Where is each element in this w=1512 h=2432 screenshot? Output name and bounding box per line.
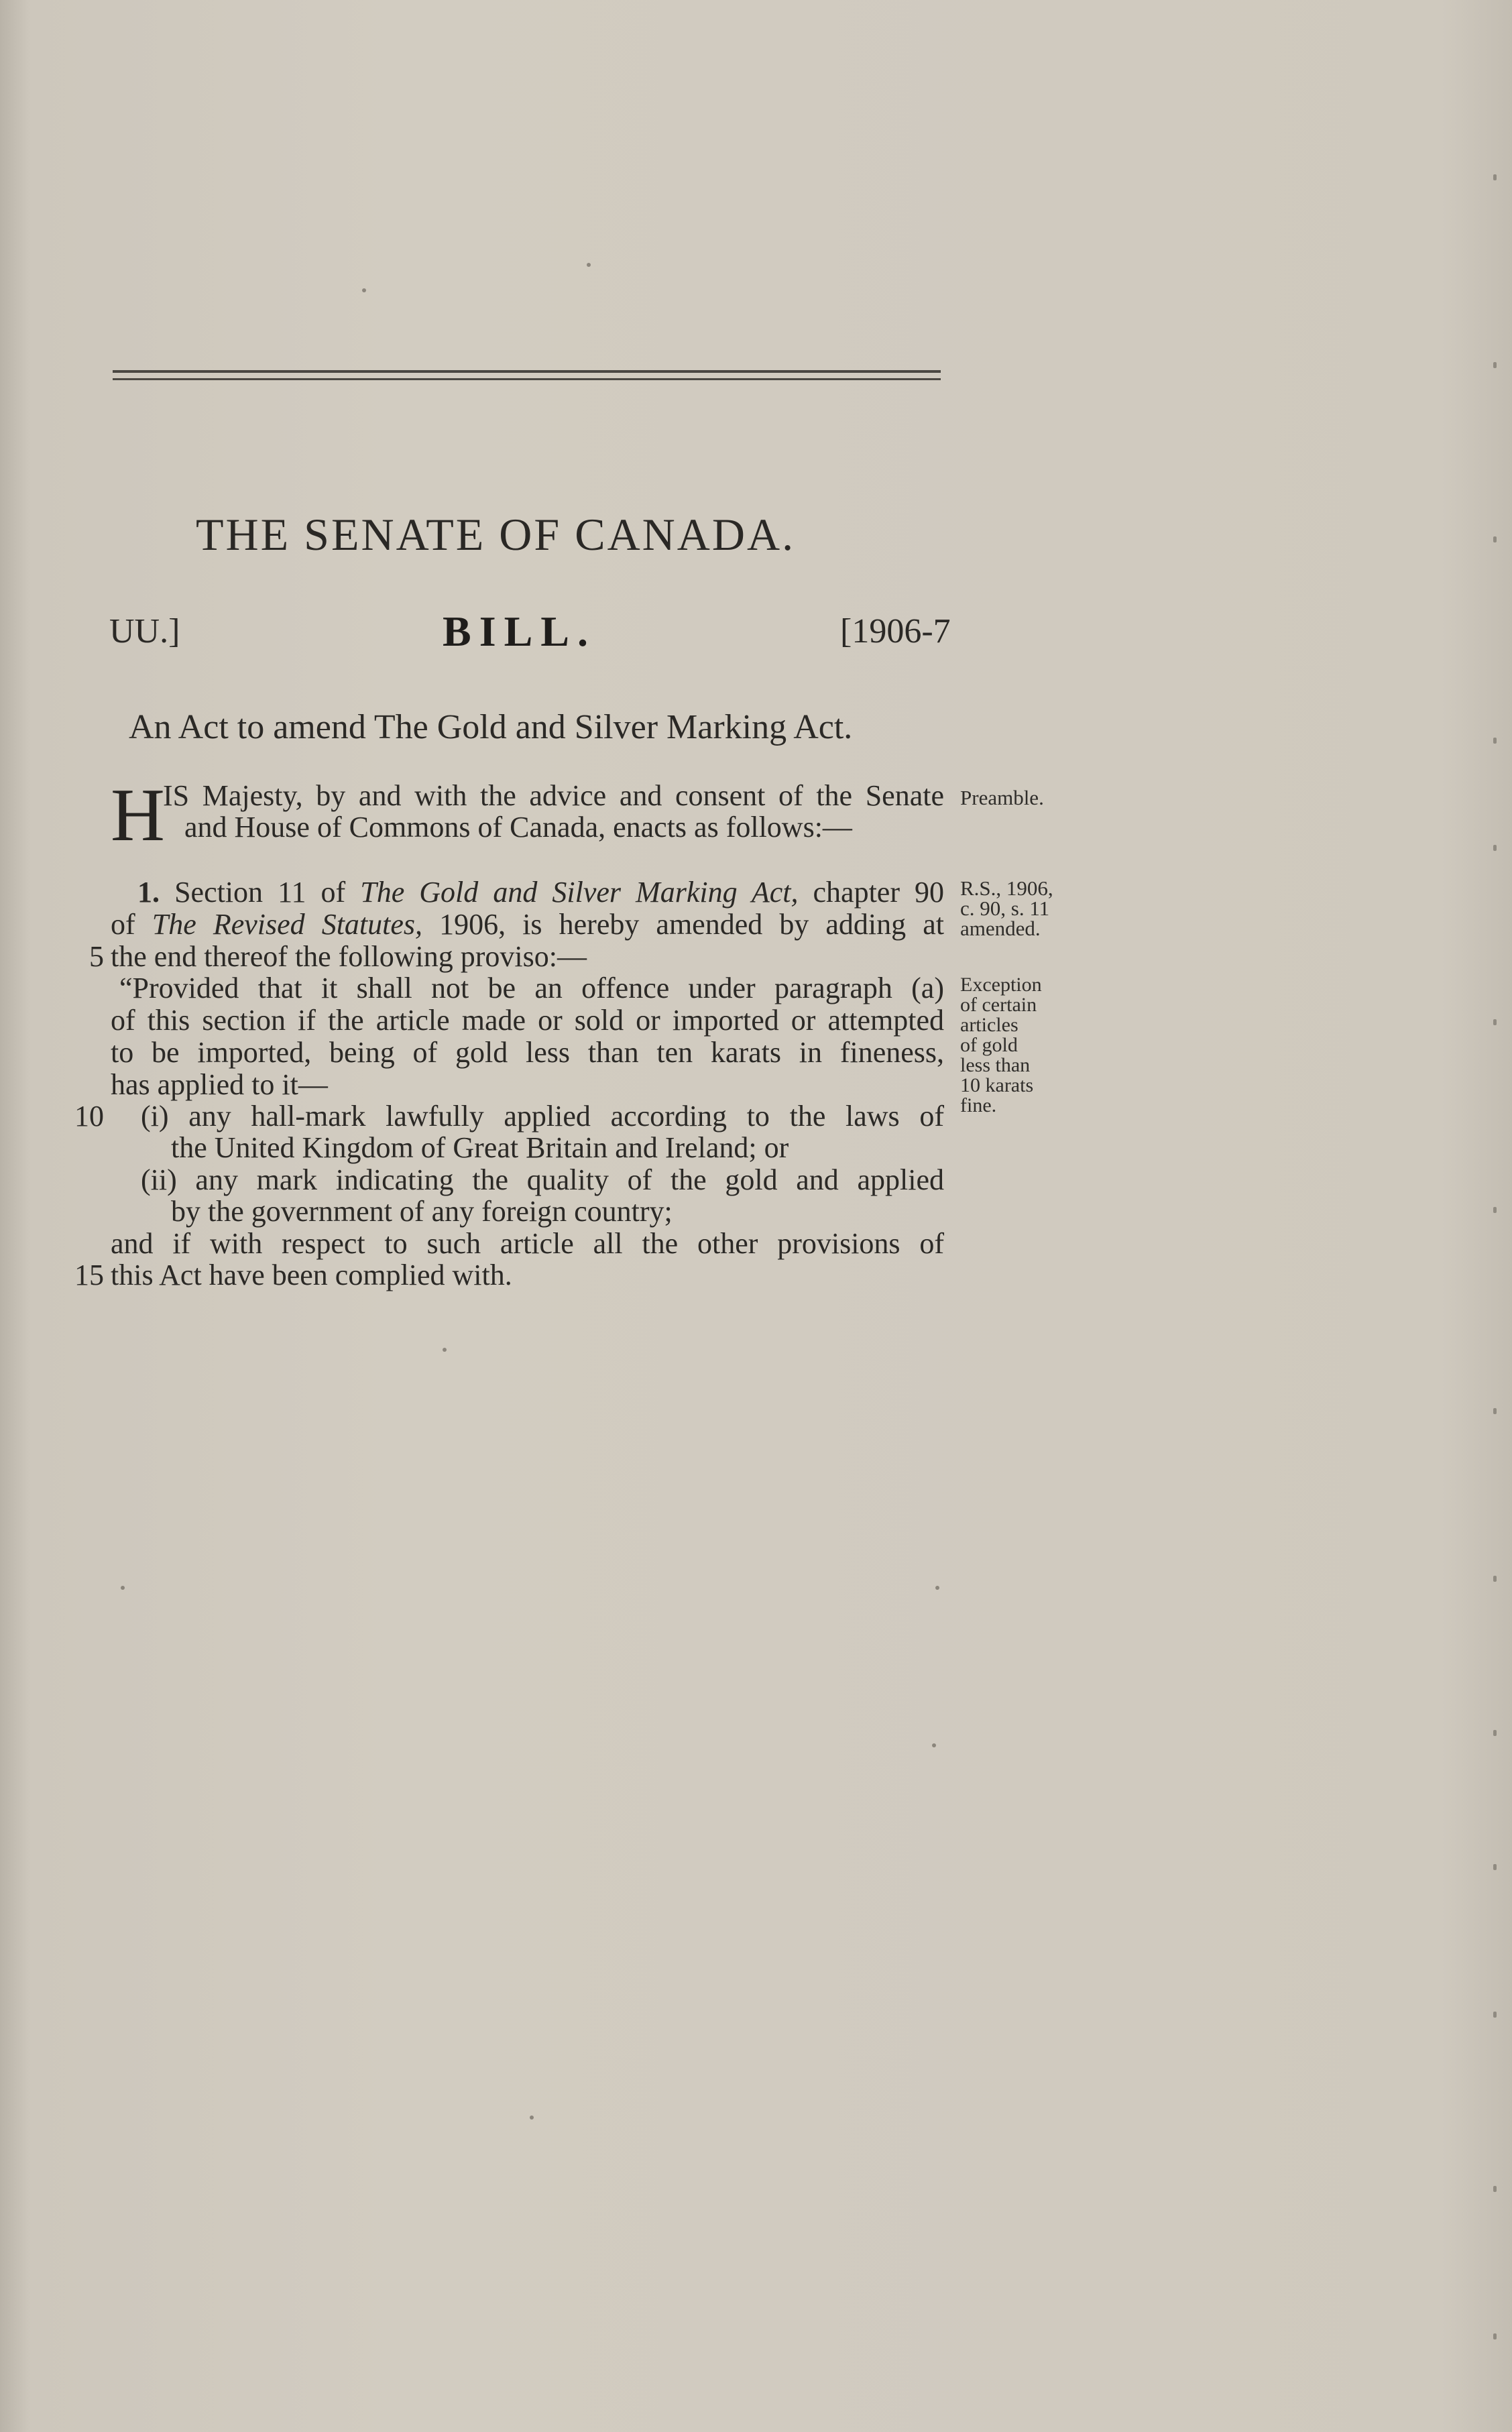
preamble-line-2: and House of Commons of Canada, enacts as follows:— <box>184 811 852 844</box>
paper-speck <box>362 288 366 292</box>
margin-note-amendment: R.S., 1906, c. 90, s. 11 amended. <box>960 876 1053 940</box>
section1-line-2 <box>111 910 944 939</box>
revised-statutes-italic: The Revised Statutes, <box>152 908 423 941</box>
section1-text-a: Section 11 of <box>174 876 361 909</box>
section1-line-7: has applied to it— <box>111 1068 328 1101</box>
section1-line-9: the United Kingdom of Great Britain and Ireland; or <box>171 1131 789 1164</box>
senate-title: THE SENATE OF CANADA. <box>196 509 796 560</box>
section1-line-5: of this section if the article made or sold or imported or attempted <box>111 1004 944 1037</box>
line-number-10: 10 <box>74 1100 104 1133</box>
paper-speck <box>587 263 591 267</box>
section1-line-10: (ii) any mark indicating the quality of the gold and applied <box>141 1163 944 1196</box>
act-name-italic: The Gold and Silver Marking Act, <box>360 876 799 909</box>
section1-line-4: “Provided that it shall not be an offence under paragraph (a) <box>119 972 944 1004</box>
line-number-5: 5 <box>89 940 104 973</box>
paper-speck <box>935 1586 939 1590</box>
section1-text-c: chapter 90 <box>798 876 945 909</box>
header-rule-top <box>113 370 941 373</box>
line-number-15: 15 <box>74 1259 104 1291</box>
paper-speck <box>121 1586 125 1590</box>
margin-note-preamble: Preamble. <box>960 786 1044 809</box>
section1-line-1 <box>137 878 944 907</box>
paper-speck <box>530 2116 534 2120</box>
bill-heading: BILL. <box>443 607 596 655</box>
act-title: An Act to amend The Gold and Silver Marking Act. <box>129 708 853 746</box>
section1-l2-c: 1906, is hereby amended by adding at <box>422 908 944 941</box>
section1-line-8: (i) any hall-mark lawfully applied according to the laws of <box>141 1100 944 1133</box>
header-rule-bottom <box>113 378 941 380</box>
section1-line-6: to be imported, being of gold less than ten karats in fineness, <box>111 1036 944 1069</box>
section1-line-13: this Act have been complied with. <box>111 1259 512 1291</box>
margin-note-exception: Exception of certain articles of gold less than 10 karats fine. <box>960 974 1042 1116</box>
paper-speck <box>932 1743 936 1747</box>
section-number: 1. <box>137 876 160 909</box>
section1-line-11: by the government of any foreign country; <box>171 1195 673 1228</box>
binding-edge-marks <box>1493 0 1508 2432</box>
preamble-dropcap: H <box>111 774 165 857</box>
bill-code: UU.] <box>109 612 180 650</box>
bill-session: [1906-7 <box>840 612 951 650</box>
section1-l2-a: of <box>111 908 152 941</box>
section1-line-12: and if with respect to such article all the other provisions of <box>111 1227 944 1260</box>
preamble-line-1: IS Majesty, by and with the advice and consent of the Senate <box>163 779 944 812</box>
paper-speck <box>443 1348 447 1352</box>
section1-line-3: the end thereof the following proviso:— <box>111 940 587 973</box>
